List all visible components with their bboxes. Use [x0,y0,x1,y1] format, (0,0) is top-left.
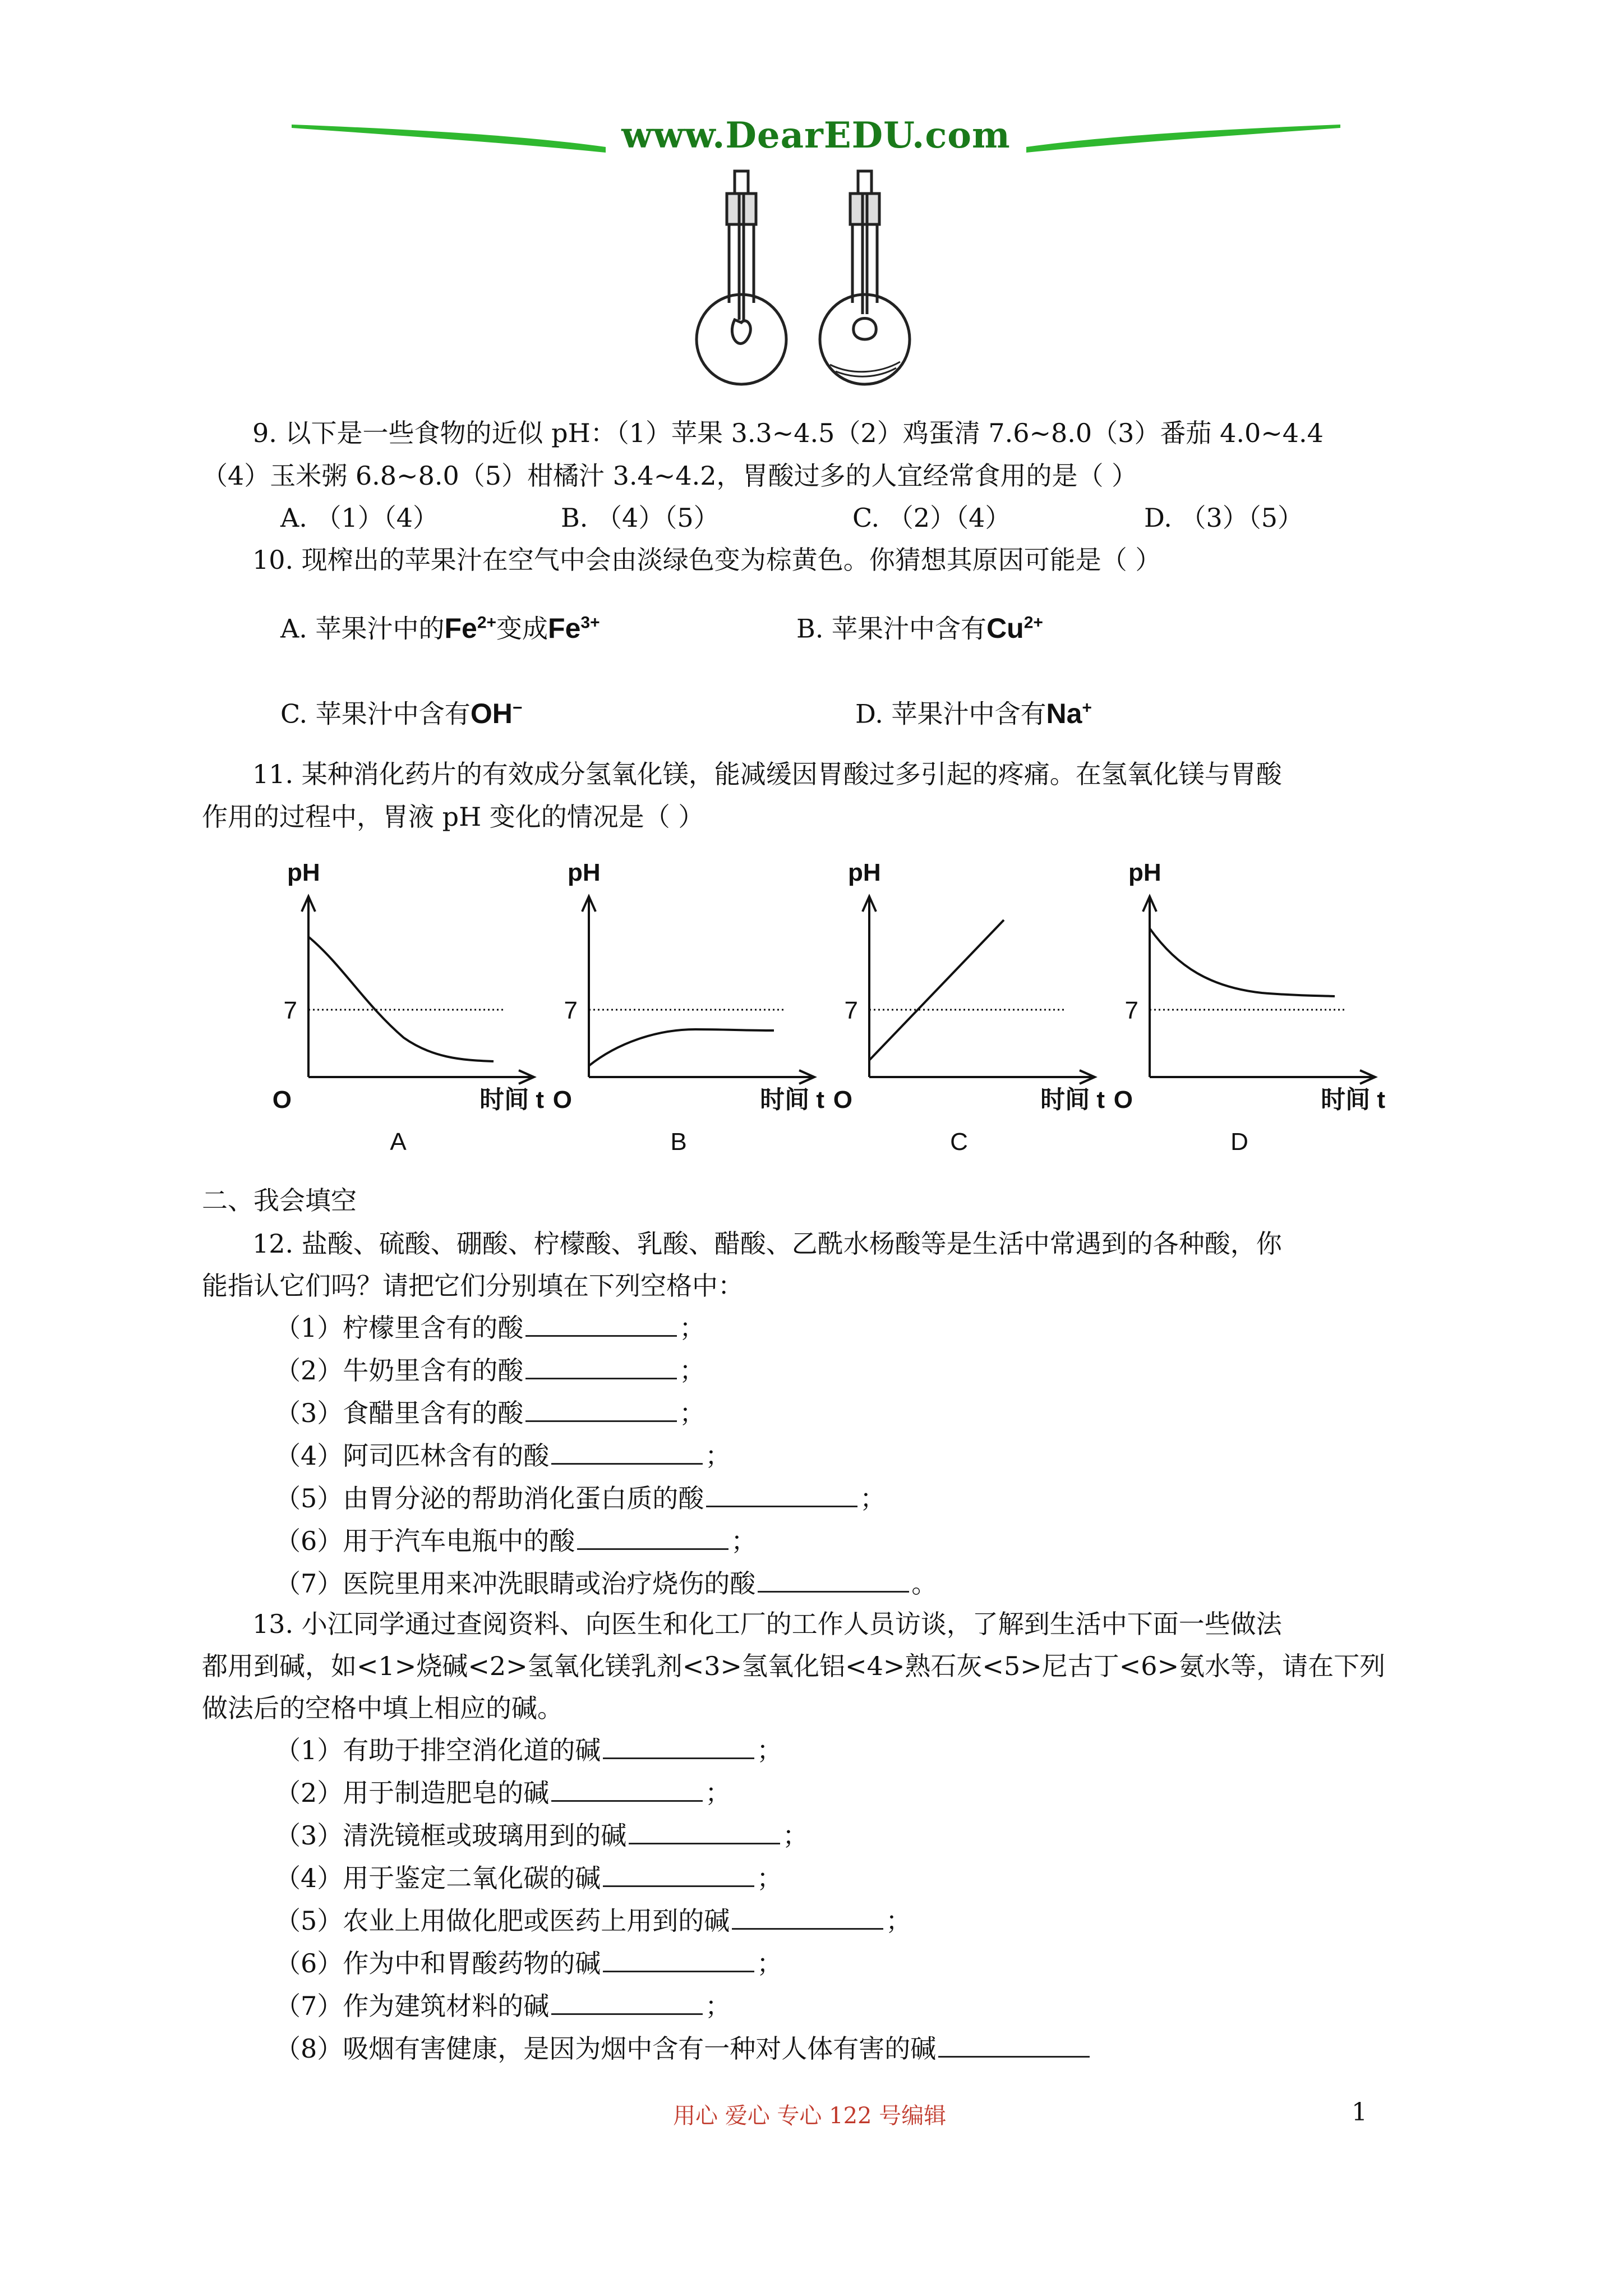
x-axis-label: 时间 t [479,1086,544,1114]
q12-item-label: （5）由胃分泌的帮助消化蛋白质的酸 [275,1483,704,1513]
q13-item [275,1819,808,1852]
q10-a-prefix: A. 苹果汁中的 [280,613,445,644]
q13-item-label: （6）作为中和胃酸药物的碱 [275,1948,601,1978]
q12-item-label: （6）用于汽车电瓶中的酸 [275,1526,575,1556]
q12-item-label: （3）食醋里含有的酸 [275,1398,524,1428]
q9-option-b: B. （4）（5） [561,503,720,533]
q10-d-ion: Na+ [1046,697,1092,729]
answer-blank[interactable] [732,1906,883,1930]
q9-line2: （4）玉米粥 6.8~8.0（5）柑橘汁 3.4~4.2，胃酸过多的人宜经常食用的是（ ） [202,461,1138,491]
q13-item-end: ； [757,1863,783,1893]
q10-b-prefix: B. 苹果汁中含有 [796,613,987,644]
q13-item-end: ； [886,1906,912,1936]
tick-label-7: 7 [844,997,858,1024]
q12-item [275,1311,705,1345]
q12-line2: 能指认它们吗？请把它们分别填在下列空格中： [202,1271,744,1301]
y-axis-label: pH [287,859,320,886]
q10-c-prefix: C. 苹果汁中含有 [280,698,471,729]
q12-item-end: ； [679,1313,706,1343]
flask-illustrations [673,168,942,393]
answer-blank[interactable] [603,1863,754,1887]
q9-option-d: D. （3）（5） [1144,503,1304,533]
q13-item-end: ； [705,1778,731,1808]
answer-blank[interactable] [577,1526,728,1550]
ph-curve [869,920,1004,1060]
footer-text: 用心 爱心 专心 122 号编辑 [673,2103,947,2129]
q13-line3: 做法后的空格中填上相应的碱。 [202,1693,563,1723]
chart-label: C [950,1128,968,1156]
answer-blank[interactable] [603,1735,754,1759]
q13-item [275,1733,782,1767]
ph-curve [589,1029,774,1066]
ph-charts [247,853,1424,1156]
q9-option-c: C. （2）（4） [852,503,1011,533]
q13-item [275,1776,731,1810]
q10-option-a [280,606,600,646]
q12-item-end: ； [731,1526,757,1556]
q10-a-ion1: $Fe^{2+}$ [444,612,497,644]
q13-item [275,1861,782,1895]
answer-blank[interactable] [938,2033,1090,2058]
x-axis-label: 时间 t [760,1086,824,1114]
q13-item-label: （7）作为建筑材料的碱 [275,1991,550,2021]
q13-item-end: ； [757,1735,783,1765]
x-axis-label: 时间 t [1040,1086,1105,1114]
q12-item [275,1439,731,1473]
q10-a-ion2: $Fe^{3+}$ [548,612,600,644]
q10-d-prefix: D. 苹果汁中含有 [855,698,1046,729]
q13-item-end: ； [757,1948,783,1978]
answer-blank[interactable] [551,1991,703,2015]
watermark-text: www.DearEDU.com [621,114,1011,157]
q12-item-end: 。 [911,1568,938,1599]
q12-item-end: ； [679,1355,706,1386]
answer-blank[interactable] [525,1355,677,1379]
answer-blank[interactable] [525,1398,677,1422]
q10-c-ion: OH− [470,697,523,729]
q9-option-a: A. （1）（4） [280,503,439,533]
q13-item-label: （1）有助于排空消化道的碱 [275,1735,601,1765]
q12-item-label: （1）柠檬里含有的酸 [275,1313,524,1343]
q12-item [275,1396,705,1430]
q13-item-label: （8）吸烟有害健康，是因为烟中含有一种对人体有害的碱 [275,2033,937,2064]
chart-label: B [670,1128,687,1156]
chart-label: A [390,1128,407,1156]
q10-b-ion: $Cu^{2+}$ [986,612,1043,644]
answer-blank[interactable] [758,1568,909,1593]
q10-option-b [796,606,1043,646]
q13-item-label: （5）农业上用做化肥或医药上用到的碱 [275,1906,730,1936]
q12-item-label: （4）阿司匹林含有的酸 [275,1441,550,1471]
q12-item [275,1354,705,1387]
q10-option-c [280,691,522,731]
answer-blank[interactable] [603,1948,754,1972]
q10-stem: 10. 现榨出的苹果汁在空气中会由淡绿色变为棕黄色。你猜想其原因可能是（ ） [252,545,1161,575]
tick-label-7: 7 [1124,997,1138,1024]
y-axis-label: pH [1128,859,1161,886]
q11-line2: 作用的过程中，胃液 pH 变化的情况是（ ） [202,802,704,832]
q13-item [275,1989,731,2023]
q11-line1: 11. 某种消化药片的有效成分氢氧化镁，能减缓因胃酸过多引起的疼痛。在氢氧化镁与胃酸 [252,759,1282,789]
q13-item-end: ； [782,1820,809,1851]
q12-item [275,1567,937,1600]
answer-blank[interactable] [551,1441,703,1465]
q12-item [275,1524,757,1558]
q13-item-end: ； [705,1991,731,2021]
origin-label: O [272,1086,292,1114]
x-axis-label: 时间 t [1321,1086,1385,1114]
q10-a-mid: 变成 [496,613,548,644]
q13-item [275,1904,911,1938]
q13-item-label: （3）清洗镜框或玻璃用到的碱 [275,1820,627,1851]
y-axis-label: pH [568,859,601,886]
answer-blank[interactable] [525,1313,677,1337]
ph-curve [1150,928,1335,996]
q12-item-label: （7）医院里用来冲洗眼睛或治疗烧伤的酸 [275,1568,756,1599]
q13-line1: 13. 小江同学通过查阅资料、向医生和化工厂的工作人员访谈，了解到生活中下面一些做法 [252,1609,1282,1639]
y-axis-label: pH [848,859,881,886]
tick-label-7: 7 [283,997,297,1024]
answer-blank[interactable] [706,1483,857,1507]
q12-item-end: ； [705,1441,731,1471]
q12-item-label: （2）牛奶里含有的酸 [275,1355,524,1386]
section2-title: 二、我会填空 [202,1185,357,1216]
q13-line2: 都用到碱，如<1>烧碱<2>氢氧化镁乳剂<3>氢氧化铝<4>熟石灰<5>尼古丁<6>氨水等，请在下列 [202,1651,1386,1681]
flask-left-icon [697,171,786,384]
flask-right-icon [820,171,910,384]
q13-item-label: （4）用于鉴定二氧化碳的碱 [275,1863,601,1893]
q12-item-end: ； [679,1398,706,1428]
q12-item-end: ； [860,1483,886,1513]
header-watermark [292,112,1340,163]
ph-curve [308,937,494,1061]
tick-label-7: 7 [564,997,578,1024]
q10-option-d [855,691,1092,731]
page-number: 1 [1352,2098,1367,2127]
q9-line1: 9. 以下是一些食物的近似 pH：（1）苹果 3.3~4.5（2）鸡蛋清 7.6~8.0（3）番茄 4.0~4.4 [252,418,1324,448]
q13-item [275,1947,782,1980]
q13-item-label: （2）用于制造肥皂的碱 [275,1778,550,1808]
q12-item [275,1481,886,1515]
origin-label: O [552,1086,572,1114]
q12-line1: 12. 盐酸、硫酸、硼酸、柠檬酸、乳酸、醋酸、乙酰水杨酸等是生活中常遇到的各种酸，你 [252,1228,1282,1259]
chart-label: D [1230,1128,1248,1156]
origin-label: O [1113,1086,1133,1114]
answer-blank[interactable] [551,1778,703,1802]
answer-blank[interactable] [629,1820,780,1844]
q13-item [275,2032,1092,2065]
origin-label: O [833,1086,852,1114]
